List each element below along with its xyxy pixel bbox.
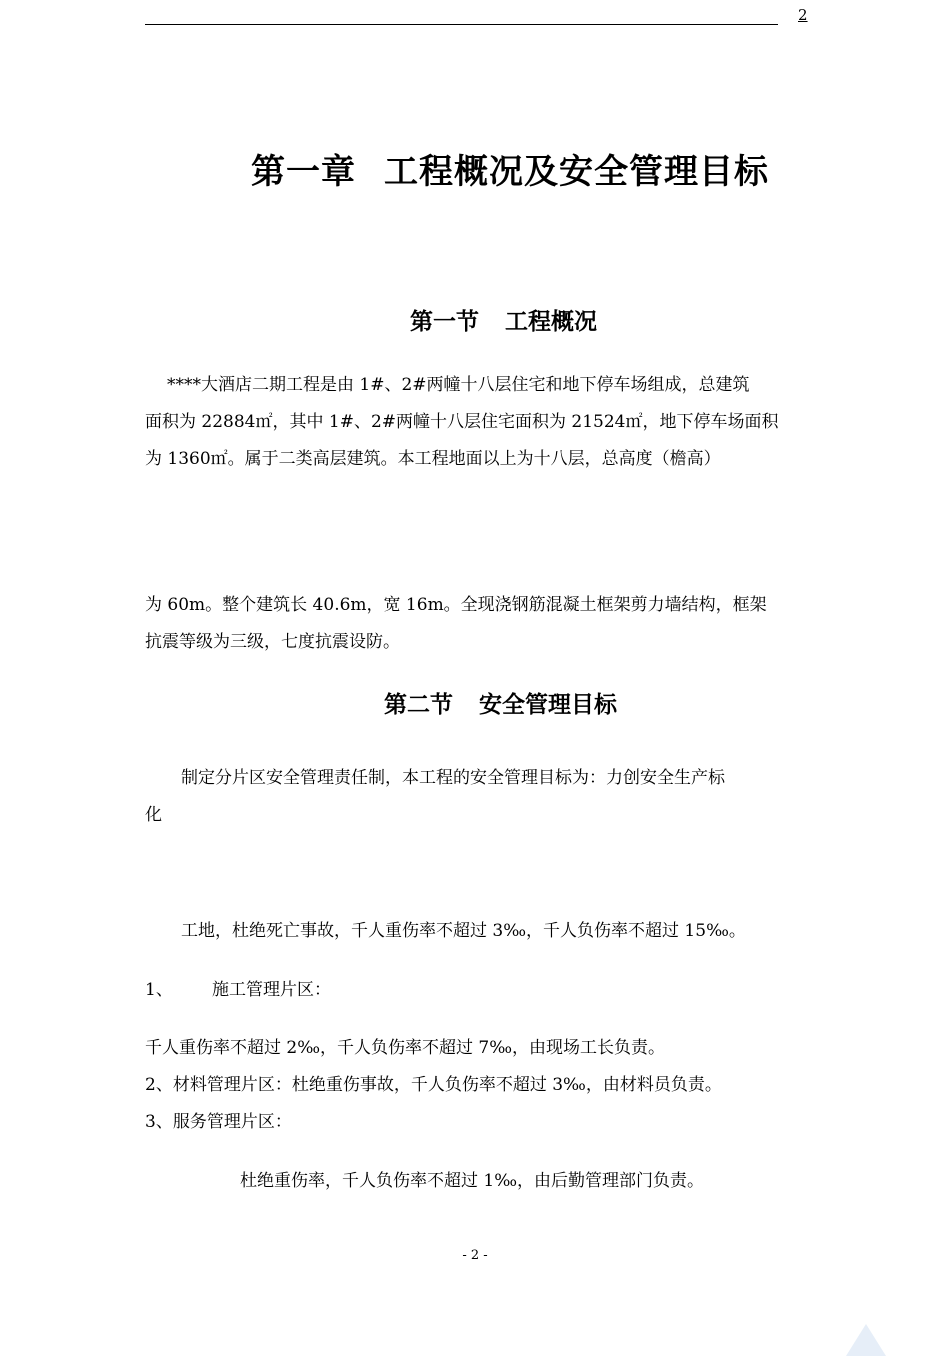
chapter-number: 第一章	[251, 152, 356, 192]
chapter-name: 工程概况及安全管理目标	[384, 152, 769, 192]
section1-number: 第一节	[410, 309, 479, 335]
section2-number: 第二节	[384, 692, 453, 718]
header-page-number: 2	[798, 6, 808, 24]
list-item-detail: 杜绝重伤率，千人负伤率不超过 1‰，由后勤管理部门负责。	[240, 1171, 705, 1191]
section1-title	[410, 303, 597, 336]
list-item-label: 施工管理片区：	[212, 980, 331, 1000]
paragraph-line: 工地，杜绝死亡事故，千人重伤率不超过 3‰，千人负伤率不超过 15‰。	[181, 921, 746, 941]
paragraph-line: 抗震等级为三级，七度抗震设防。	[145, 632, 400, 652]
section2-title	[384, 686, 617, 719]
section2-name: 安全管理目标	[479, 692, 617, 718]
list-item: 2、材料管理片区：杜绝重伤事故，千人负伤率不超过 3‰，由材料员负责。	[145, 1075, 722, 1095]
paragraph-line: 为 60m。整个建筑长 40.6m，宽 16m。全现浇钢筋混凝土框架剪力墙结构，框架	[145, 595, 767, 615]
paragraph-line: ****大酒店二期工程是由 1#、2#两幢十八层住宅和地下停车场组成，总建筑	[167, 375, 750, 395]
paragraph-line: 制定分片区安全管理责任制，本工程的安全管理目标为：力创安全生产标	[181, 768, 725, 788]
list-item: 3、服务管理片区：	[145, 1112, 292, 1132]
section1-name: 工程概况	[505, 309, 597, 335]
watermark-shape	[846, 1324, 886, 1356]
list-item-detail: 千人重伤率不超过 2‰，千人负伤率不超过 7‰，由现场工长负责。	[145, 1038, 666, 1058]
header-rule	[145, 24, 778, 25]
list-item-number: 1、	[145, 980, 173, 1000]
chapter-title	[0, 144, 950, 193]
paragraph-line: 为 1360㎡。属于二类高层建筑。本工程地面以上为十八层，总高度（檐高）	[145, 449, 721, 469]
paragraph-line: 面积为 22884㎡，其中 1#、2#两幢十八层住宅面积为 21524㎡，地下停车场面积	[145, 412, 779, 432]
footer-page-number: - 2 -	[462, 1248, 488, 1263]
paragraph-line: 化	[145, 805, 162, 825]
